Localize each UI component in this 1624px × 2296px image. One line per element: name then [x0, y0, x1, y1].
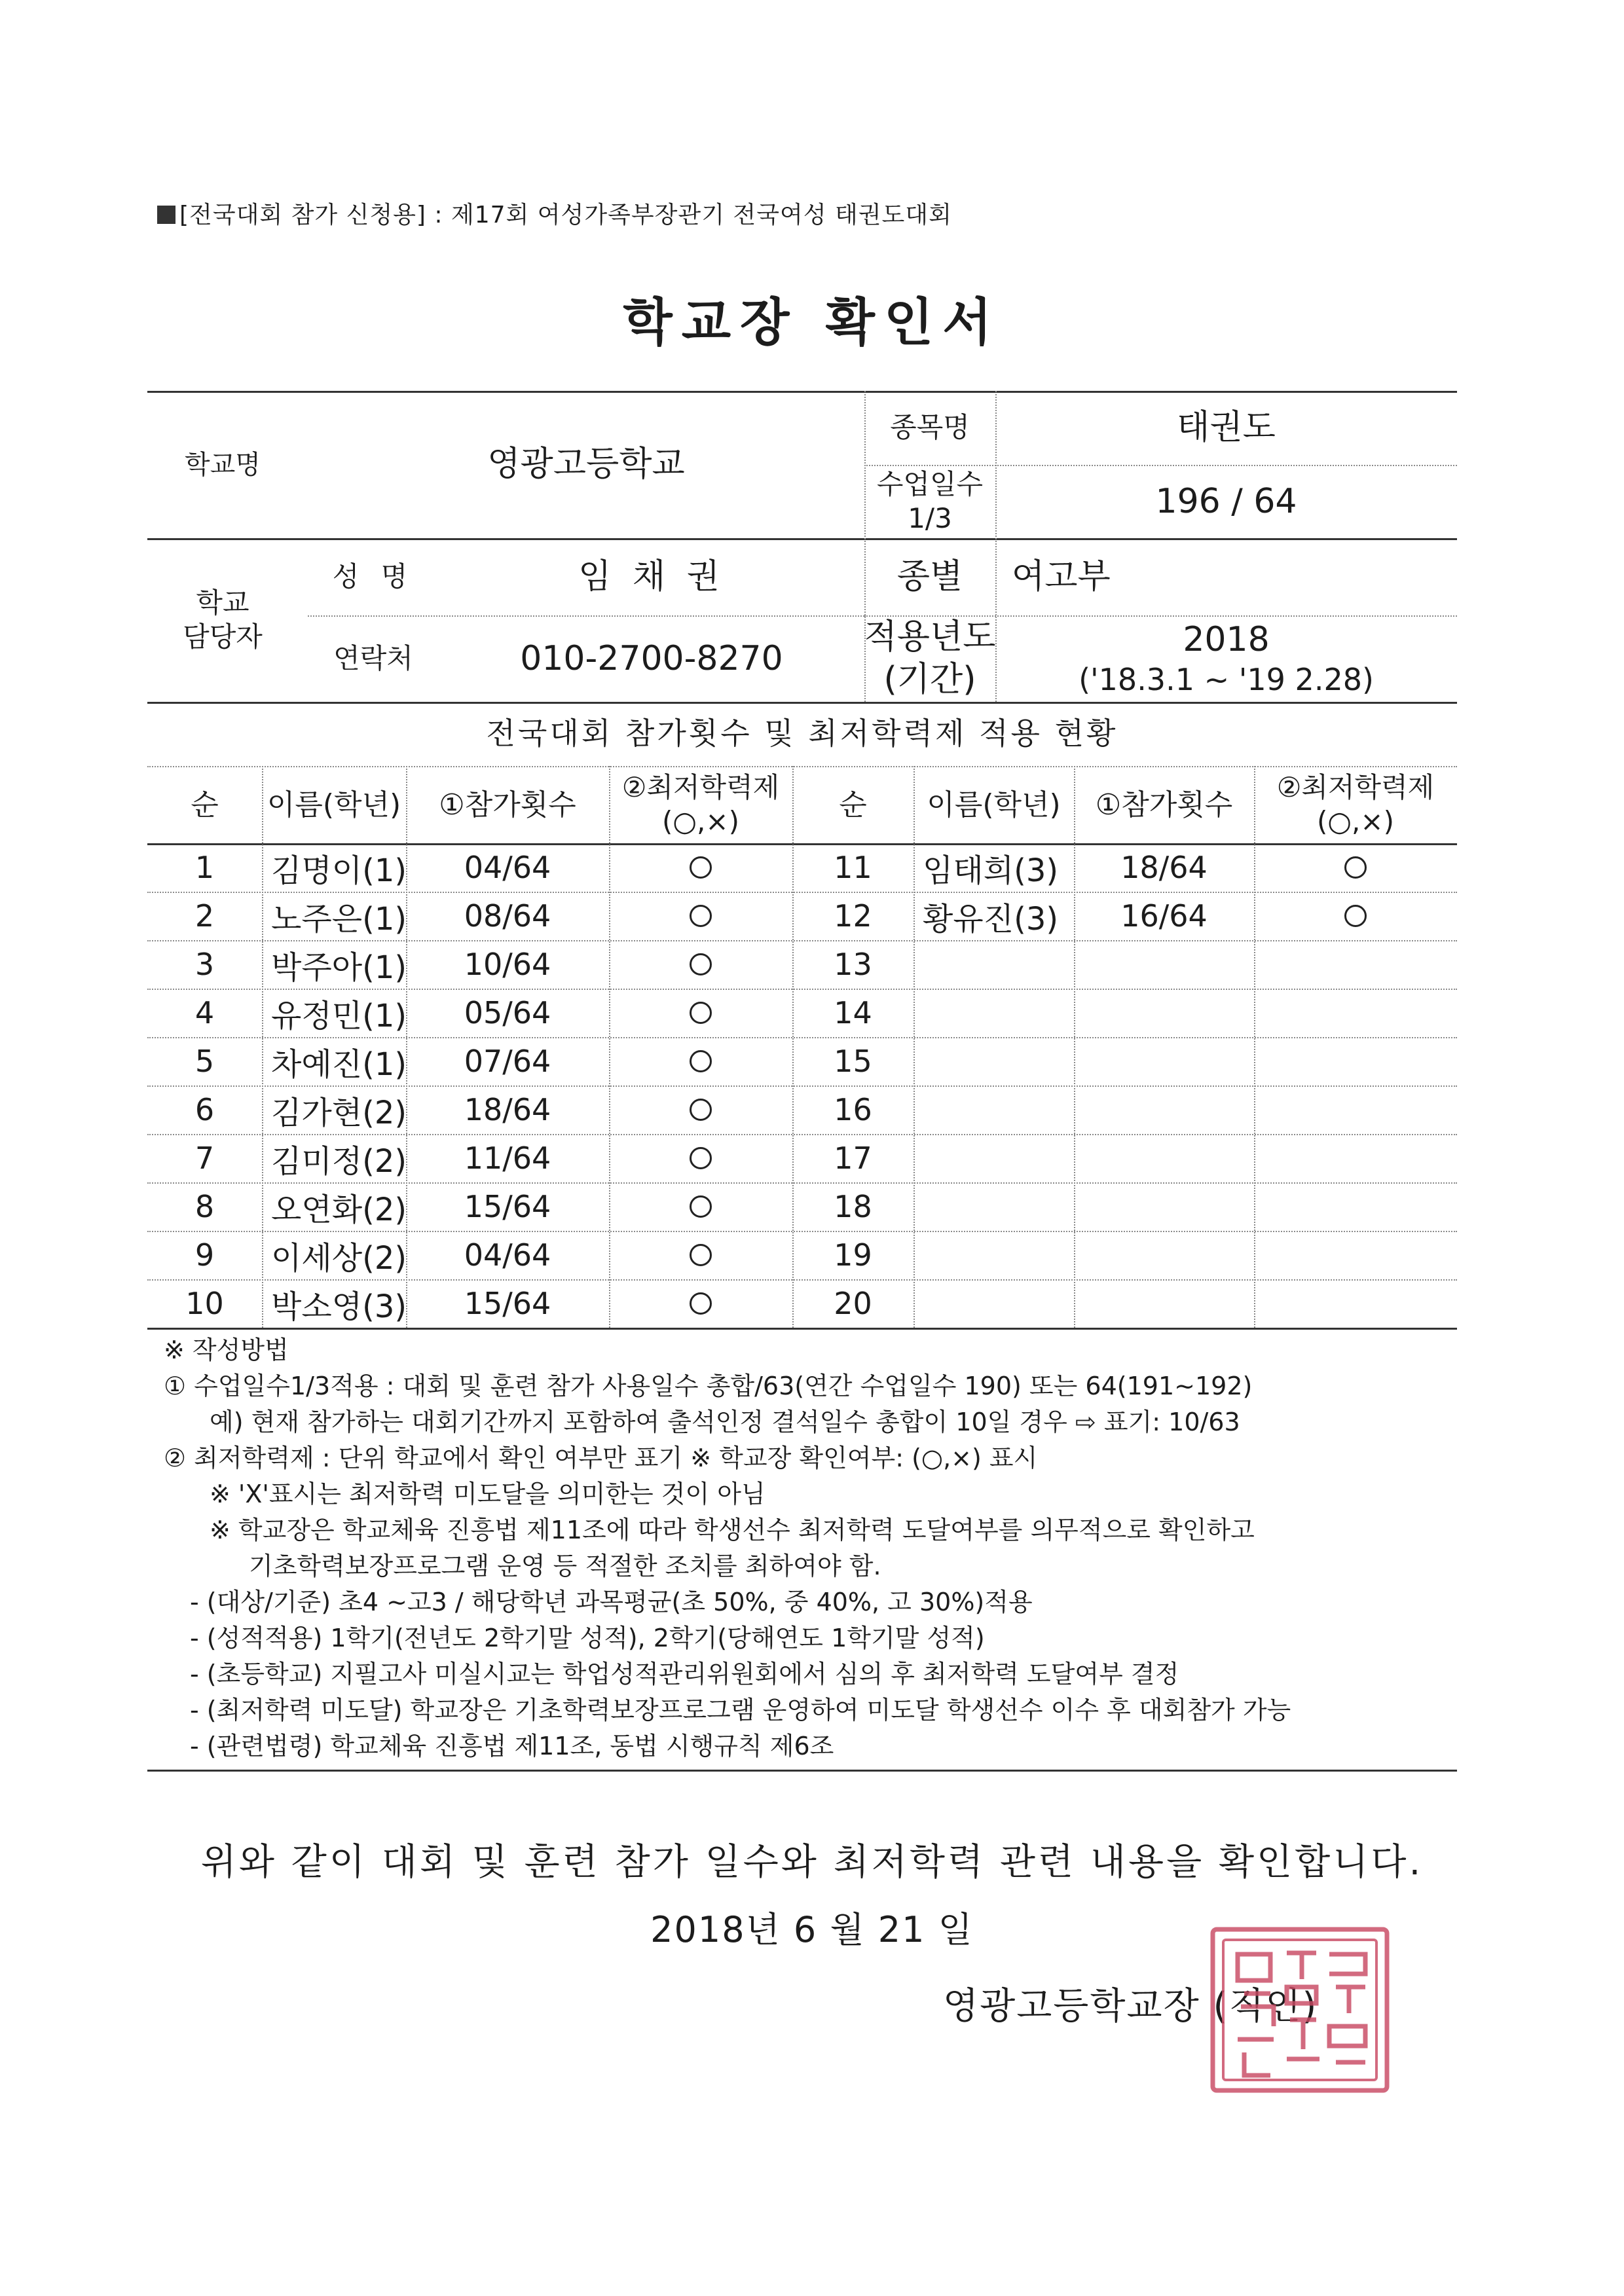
participation-count — [1074, 989, 1254, 1037]
note-line: ② 최저학력제 : 단위 학교에서 확인 여부만 표기 ※ 학교장 확인여부: (○,×) 표시 — [164, 1444, 1038, 1472]
principal-signature: 영광고등학교장 (직인) — [943, 1985, 1318, 2028]
participation-count: 15/64 — [464, 1286, 551, 1321]
note-line: - (초등학교) 지필고사 미실시교는 학업성적관리위원회에서 심의 후 최저학력 도달여부 결정 — [190, 1660, 1179, 1688]
row-number: 7 — [194, 1140, 215, 1176]
note-line: ※ 'X'표시는 최저학력 미도달을 의미한는 것이 아님 — [210, 1480, 766, 1508]
note-line: - (대상/기준) 초4 ~고3 / 해당학년 과목평균(초 50%, 중 40%, 고 30%)적용 — [190, 1588, 1033, 1616]
participation-count: 11/64 — [464, 1140, 551, 1176]
student-name: 박소영(3) — [271, 1288, 407, 1325]
row-number: 5 — [194, 1044, 215, 1079]
row-number: 16 — [834, 1092, 872, 1127]
class-days-label: 수업일수 1/3 — [876, 467, 984, 534]
row-number: 19 — [834, 1237, 872, 1273]
participation-count: 18/64 — [1120, 850, 1208, 885]
sport-label: 종목명 — [890, 411, 970, 444]
participation-count — [1074, 1279, 1254, 1328]
participation-count: 07/64 — [464, 1044, 551, 1079]
writing-instructions — [164, 1332, 1473, 1764]
manager-label: 학교 담당자 — [183, 586, 263, 653]
student-name — [913, 1134, 1074, 1182]
row-number: 15 — [834, 1044, 872, 1079]
student-name: 유정민(1) — [271, 997, 407, 1034]
student-name: 노주은(1) — [271, 900, 407, 938]
status-title: 전국대회 참가횟수 및 최저학력제 적용 현황 — [486, 716, 1118, 752]
note-line: - (성적적용) 1학기(전년도 2학기말 성적), 2학기(당해연도 1학기말 성적) — [190, 1624, 985, 1652]
manager-name: 임 채 권 — [578, 556, 725, 596]
participation-count: 04/64 — [464, 1237, 551, 1273]
contact-value: 010-2700-8270 — [520, 638, 783, 678]
student-name: 김명이(1) — [271, 852, 407, 889]
note-line: 기초학력보장프로그램 운영 등 적절한 조치를 최하여야 함. — [249, 1552, 881, 1580]
note-line: ※ 작성방법 — [164, 1336, 289, 1364]
participation-count: 10/64 — [464, 947, 551, 982]
participation-count: 04/64 — [464, 850, 551, 885]
contact-label: 연락처 — [333, 642, 413, 674]
column-header-name: 이름(학년) — [927, 788, 1061, 822]
min-grade-circle-icon — [609, 989, 792, 1037]
participation-count — [1074, 940, 1254, 989]
square-bullet-icon — [157, 206, 175, 224]
student-name: 황유진(3) — [923, 900, 1059, 938]
participation-count: 05/64 — [464, 995, 551, 1030]
student-name: 이세상(2) — [271, 1239, 407, 1277]
sport-value: 태권도 — [1177, 408, 1276, 447]
min-grade-circle-icon — [609, 940, 792, 989]
student-name — [913, 1182, 1074, 1231]
confirmation-statement: 위와 같이 대회 및 훈련 참가 일수와 최저학력 관련 내용을 확인합니다. — [200, 1841, 1424, 1884]
student-name: 임태희(3) — [923, 852, 1059, 889]
column-header-min-grade: ②최저학력제 (○,×) — [1276, 771, 1435, 837]
participation-count — [1074, 1085, 1254, 1134]
min-grade-circle-icon — [609, 1085, 792, 1134]
note-line: - (관련법령) 학교체육 진흥법 제11조, 동법 시행규칙 제6조 — [190, 1732, 834, 1760]
confirmation-date: 2018년 6 월 21 일 — [650, 1909, 974, 1950]
row-number: 13 — [834, 947, 872, 982]
participation-count — [1074, 1037, 1254, 1085]
participation-count: 16/64 — [1120, 898, 1208, 934]
row-number: 4 — [194, 995, 215, 1030]
row-number: 2 — [194, 898, 215, 934]
student-name — [913, 1037, 1074, 1085]
row-number: 17 — [834, 1140, 872, 1176]
student-name — [913, 1231, 1074, 1279]
category-value: 여고부 — [1012, 556, 1111, 596]
row-number: 8 — [194, 1189, 215, 1224]
student-name: 오연화(2) — [271, 1191, 407, 1228]
row-number: 6 — [194, 1092, 215, 1127]
school-name: 영광고등학교 — [487, 445, 685, 484]
header-text: [전국대회 참가 신청용] : 제17회 여성가족부장관기 전국여성 태권도대회 — [179, 202, 952, 228]
row-number: 10 — [185, 1286, 224, 1321]
participation-count — [1074, 1134, 1254, 1182]
row-number: 9 — [194, 1237, 215, 1273]
column-header-count: ①참가횟수 — [439, 788, 576, 822]
row-number: 18 — [834, 1189, 872, 1224]
min-grade-circle-icon — [1254, 892, 1457, 940]
note-line: ※ 학교장은 학교체육 진흥법 제11조에 따라 학생선수 최저학력 도달여부를 의무적으로 확인하고 — [210, 1516, 1255, 1544]
min-grade-circle-icon — [609, 843, 792, 892]
category-label: 종별 — [896, 556, 963, 596]
student-name: 차예진(1) — [271, 1046, 407, 1083]
row-number: 3 — [194, 947, 215, 982]
student-name: 김가현(2) — [271, 1094, 407, 1131]
participation-count: 18/64 — [464, 1092, 551, 1127]
class-days-value: 196 / 64 — [1155, 481, 1297, 521]
official-seal-icon — [1205, 1922, 1395, 2098]
student-name — [913, 1085, 1074, 1134]
row-number: 14 — [834, 995, 872, 1030]
row-number: 1 — [194, 850, 215, 885]
min-grade-circle-icon — [609, 1037, 792, 1085]
student-name — [913, 940, 1074, 989]
student-name — [913, 989, 1074, 1037]
min-grade-circle-icon — [609, 1231, 792, 1279]
min-grade-circle-icon — [609, 892, 792, 940]
student-name — [913, 1279, 1074, 1328]
column-header-name: 이름(학년) — [267, 788, 401, 822]
document-title: 학교장 확인서 — [623, 293, 1001, 352]
min-grade-circle-icon — [609, 1182, 792, 1231]
student-name: 박주아(1) — [271, 949, 407, 986]
student-name: 김미정(2) — [271, 1142, 407, 1180]
column-header-no: 순 — [839, 788, 867, 822]
row-number: 20 — [834, 1286, 872, 1321]
participation-count: 08/64 — [464, 898, 551, 934]
participation-count — [1074, 1231, 1254, 1279]
participation-count — [1074, 1182, 1254, 1231]
min-grade-circle-icon — [1254, 843, 1457, 892]
year-value: 2018 ('18.3.1 ~ '19 2.28) — [1079, 619, 1374, 697]
note-line: - (최저학력 미도달) 학교장은 기초학력보장프로그램 운영하여 미도달 학생선수 이수 후 대회참가 가능 — [190, 1696, 1291, 1724]
note-line: ① 수업일수1/3적용 : 대회 및 훈련 참가 사용일수 총합/63(연간 수업일수 190) 또는 64(191~192) — [164, 1372, 1253, 1400]
column-header-min-grade: ②최저학력제 (○,×) — [621, 771, 780, 837]
column-header-count: ①참가횟수 — [1095, 788, 1233, 822]
year-label: 적용년도 (기간) — [864, 617, 996, 699]
row-number: 12 — [834, 898, 872, 934]
note-line: 예) 현재 참가하는 대회기간까지 포함하여 출석인정 결석일수 총합이 10일 경우 ⇨ 표기: 10/63 — [210, 1408, 1240, 1436]
application-header — [157, 196, 952, 230]
school-label: 학교명 — [185, 449, 261, 480]
min-grade-circle-icon — [609, 1134, 792, 1182]
participation-count: 15/64 — [464, 1189, 551, 1224]
column-header-no: 순 — [191, 788, 219, 822]
name-label: 성 명 — [332, 560, 415, 592]
min-grade-circle-icon — [609, 1279, 792, 1328]
row-number: 11 — [834, 850, 872, 885]
